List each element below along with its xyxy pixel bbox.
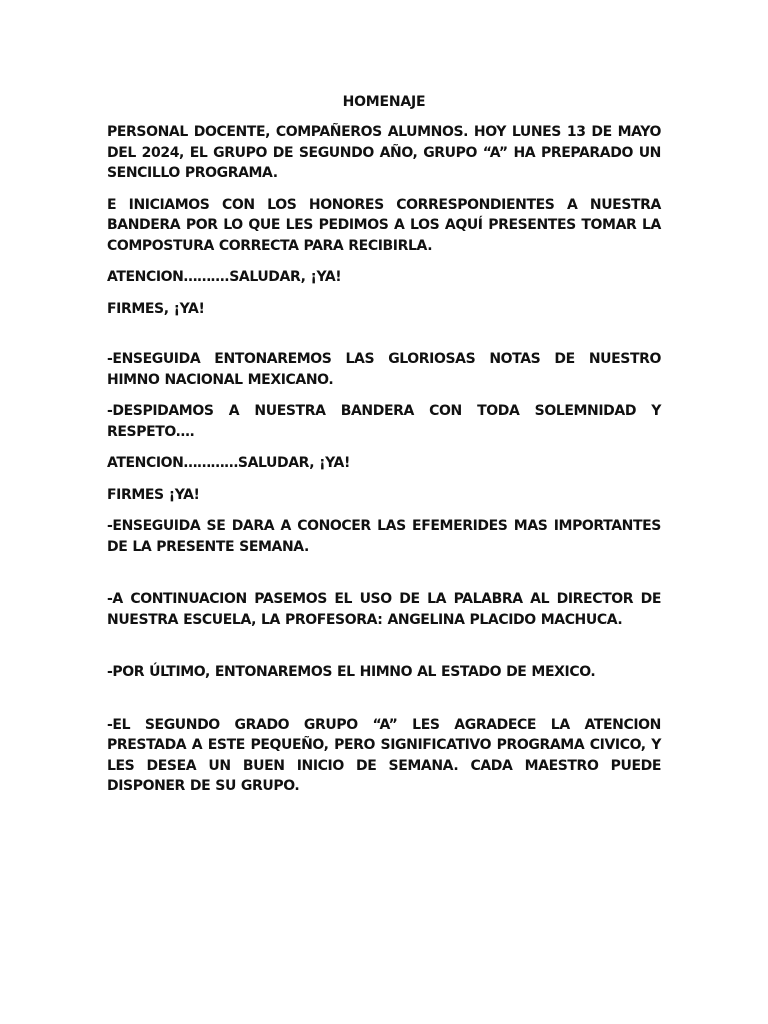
- paragraph-state-anthem: -POR ÚLTIMO, ENTONAREMOS EL HIMNO AL ESTADO DE MEXICO.: [107, 664, 596, 680]
- paragraph-salute-command: ATENCION……….SALUDAR, ¡YA!: [107, 269, 342, 285]
- paragraph-firm-command-2: FIRMES ¡YA!: [107, 486, 200, 503]
- paragraph-ephemerides: -ENSEGUIDA SE DARA A CONOCER LAS EFEMERIDES MAS IMPORTANTES DE LA PRESENTE SEMANA.: [107, 518, 661, 555]
- paragraph-closing: -EL SEGUNDO GRADO GRUPO “A” LES AGRADECE LA ATENCION PRESTADA A ESTE PEQUEÑO, PERO SIGNIFICATIVO PROGRAMA CIVICO, Y LES DESEA UN BUEN INICIO DE SEMANA. CADA MAESTRO PUEDE DISPONER DE SU GRUPO.: [107, 716, 661, 794]
- paragraph-national-anthem: -ENSEGUIDA ENTONAREMOS LAS GLORIOSAS NOTAS DE NUESTRO HIMNO NACIONAL MEXICANO.: [107, 351, 661, 388]
- document-title: HOMENAJE: [342, 94, 426, 110]
- paragraph-greeting: PERSONAL DOCENTE, COMPAÑEROS ALUMNOS. HOY LUNES 13 DE MAYO DEL 2024, EL GRUPO DE SEGUNDO AÑO, GRUPO “A” HA PREPARADO UN SENCILLO PROGRAMA.: [107, 124, 661, 181]
- document-page: [107, 92, 661, 808]
- paragraph-flag-honors: E INICIAMOS CON LOS HONORES CORRESPONDIENTES A NUESTRA BANDERA POR LO QUE LES PEDIMOS A LOS AQUÍ PRESENTES TOMAR LA COMPOSTURA CORRECTA PARA RECIBIRLA.: [107, 196, 661, 254]
- paragraph-salute-command-2: ATENCION…………SALUDAR, ¡YA!: [107, 455, 350, 471]
- paragraph-firm-command: FIRMES, ¡YA!: [107, 300, 205, 317]
- paragraph-flag-farewell: -DESPIDAMOS A NUESTRA BANDERA CON TODA SOLEMNIDAD Y RESPETO….: [107, 403, 661, 440]
- paragraph-director-speech: -A CONTINUACION PASEMOS EL USO DE LA PALABRA AL DIRECTOR DE NUESTRA ESCUELA, LA PROFESORA: ANGELINA PLACIDO MACHUCA.: [107, 591, 661, 628]
